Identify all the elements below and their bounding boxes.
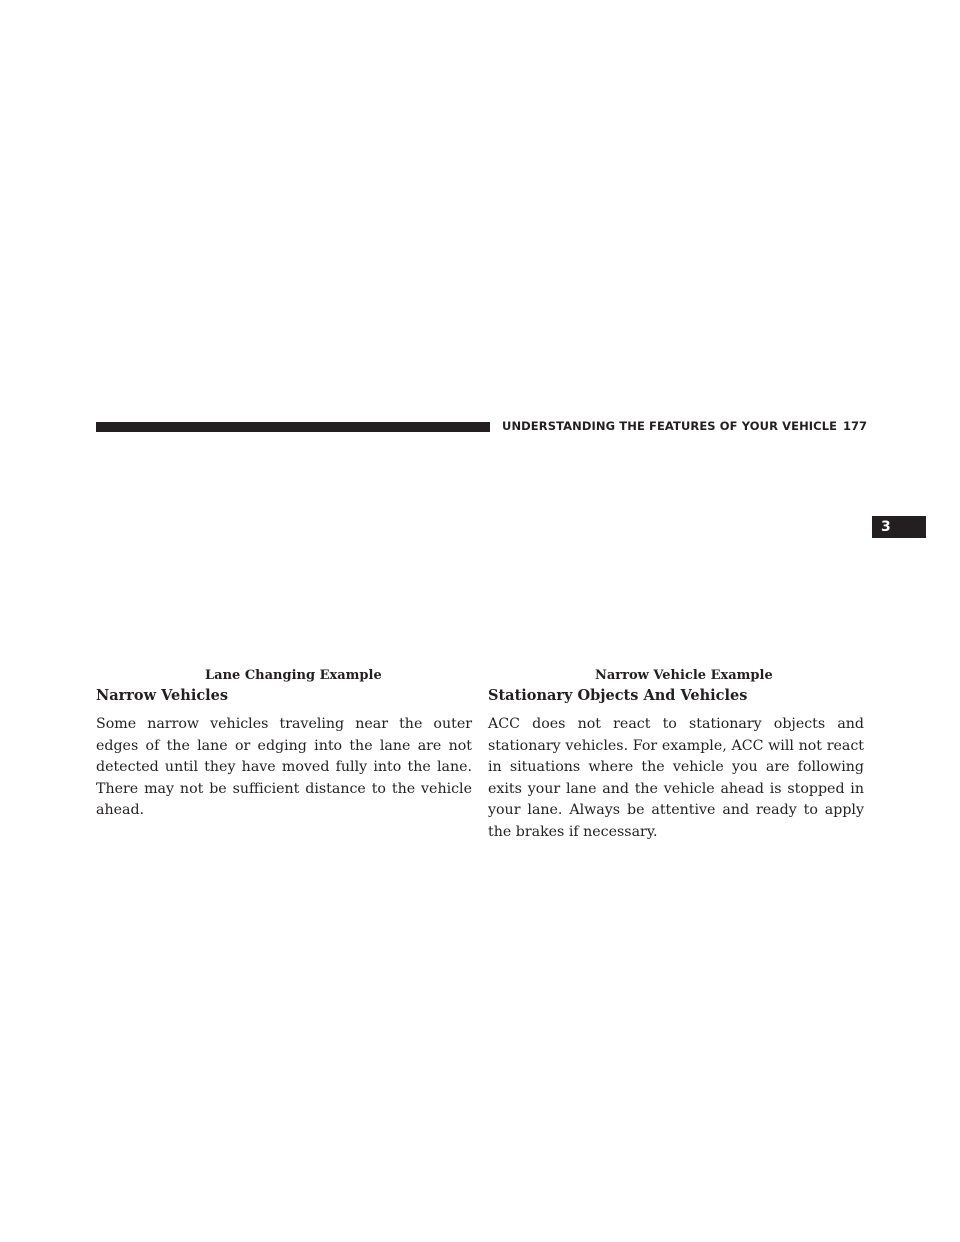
header-rule xyxy=(96,422,490,432)
paragraph-stationary-objects: ACC does not react to stationary objects and stationary vehicles. For example, ACC will not react in situations where the vehicle you are following exits your lane and the vehicle ahead is stopped in your lane. Always be attentive and ready to apply the brakes if necessary. xyxy=(488,716,864,840)
chapter-tab: 3 xyxy=(872,516,926,538)
heading-narrow-vehicles: Narrow Vehicles xyxy=(96,687,229,704)
page-number: 177 xyxy=(843,419,868,433)
paragraph-narrow-vehicles: Some narrow vehicles traveling near the outer edges of the lane or edging into the lane are not detected until they have moved fully into the lane. There may not be sufficient distance to the vehicle ahead. xyxy=(96,716,472,818)
figure-caption-narrow-vehicle: Narrow Vehicle Example xyxy=(595,668,773,683)
running-header-title: UNDERSTANDING THE FEATURES OF YOUR VEHICLE xyxy=(502,419,838,433)
figure-caption-lane-changing: Lane Changing Example xyxy=(205,668,382,683)
heading-stationary-objects: Stationary Objects And Vehicles xyxy=(488,687,748,704)
